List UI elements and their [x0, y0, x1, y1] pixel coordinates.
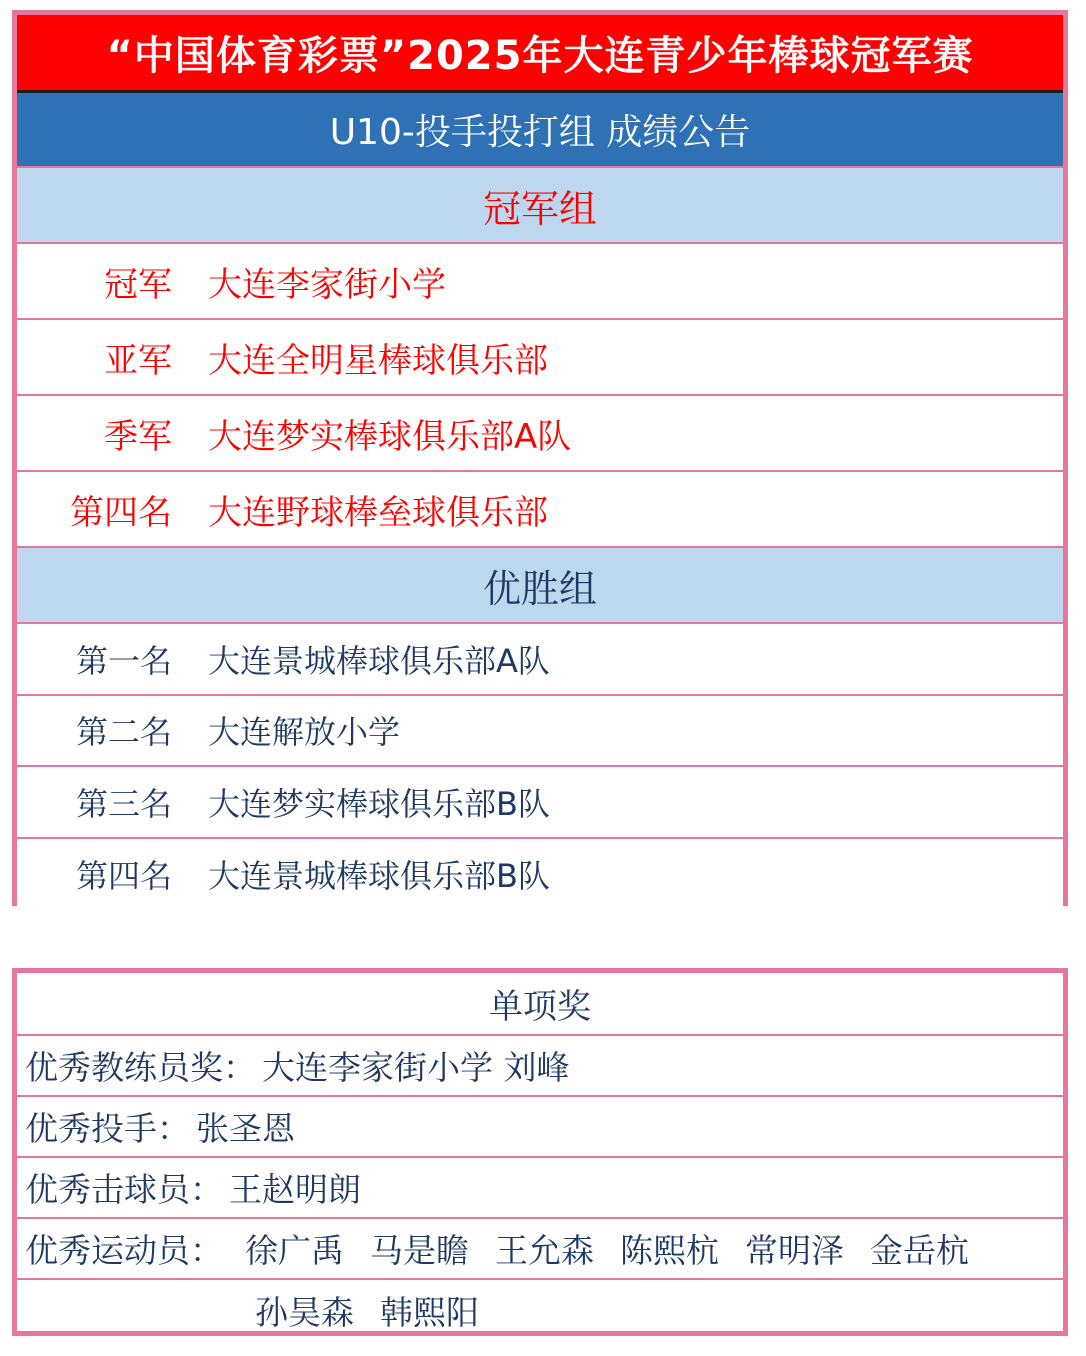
athlete-name: 孙昊森	[255, 1293, 354, 1332]
rank-label: 亚军	[104, 340, 172, 381]
award-title: 优秀教练员奖：	[25, 1048, 256, 1087]
results-subtitle: U10-投手投打组 成绩公告	[17, 93, 1063, 168]
athlete-name: 陈熙杭	[620, 1231, 719, 1270]
table-row	[17, 767, 1063, 839]
excellence-group-header: 优胜组	[17, 548, 1063, 624]
athlete-name: 马是瞻	[370, 1231, 469, 1270]
award-winner: 大连李家街小学 刘峰	[262, 1048, 570, 1087]
award-row-coach	[17, 1036, 1063, 1097]
table-row	[17, 320, 1063, 396]
results-table	[12, 10, 1068, 906]
awards-header: 单项奖	[17, 973, 1063, 1036]
team-name: 大连景城棒球俱乐部A队	[208, 641, 550, 680]
rank-label: 第三名	[75, 784, 172, 823]
individual-awards-table	[12, 968, 1068, 1336]
rank-label: 冠军	[104, 264, 172, 305]
rank-label: 第四名	[70, 492, 172, 533]
table-row	[17, 472, 1063, 548]
athlete-name: 金岳杭	[870, 1231, 969, 1270]
team-name: 大连梦实棒球俱乐部A队	[208, 416, 572, 457]
team-name: 大连全明星棒球俱乐部	[208, 340, 548, 381]
team-name: 大连野球棒垒球俱乐部	[208, 492, 548, 533]
rank-label: 第一名	[75, 641, 172, 680]
athlete-name: 王允森	[495, 1231, 594, 1270]
athlete-list	[245, 1225, 969, 1272]
champion-group-header: 冠军组	[17, 168, 1063, 244]
award-winner: 张圣恩	[196, 1109, 295, 1148]
award-row-pitcher	[17, 1097, 1063, 1158]
award-row-batter	[17, 1158, 1063, 1219]
award-title: 优秀运动员：	[25, 1231, 223, 1270]
rank-label: 第二名	[75, 713, 172, 752]
rank-label: 季军	[104, 416, 172, 457]
award-winner: 王赵明朗	[229, 1170, 361, 1209]
rank-label: 第四名	[75, 857, 172, 896]
athlete-list	[255, 1287, 479, 1334]
table-row	[17, 624, 1063, 696]
table-row	[17, 396, 1063, 472]
athlete-name: 韩熙阳	[380, 1293, 479, 1332]
award-row-athletes-continued	[17, 1280, 1063, 1341]
team-name: 大连李家街小学	[208, 264, 446, 305]
team-name: 大连景城棒球俱乐部B队	[208, 857, 550, 896]
event-title: “中国体育彩票”2025年大连青少年棒球冠军赛	[17, 15, 1063, 93]
team-name: 大连解放小学	[208, 713, 401, 752]
award-title: 优秀击球员：	[25, 1170, 223, 1209]
award-title: 优秀投手：	[25, 1109, 190, 1148]
table-row	[17, 696, 1063, 768]
table-row	[17, 839, 1063, 911]
award-row-athletes	[17, 1219, 1063, 1280]
table-row	[17, 244, 1063, 320]
athlete-name: 徐广禹	[245, 1231, 344, 1270]
team-name: 大连梦实棒球俱乐部B队	[208, 784, 550, 823]
athlete-name: 常明泽	[745, 1231, 844, 1270]
